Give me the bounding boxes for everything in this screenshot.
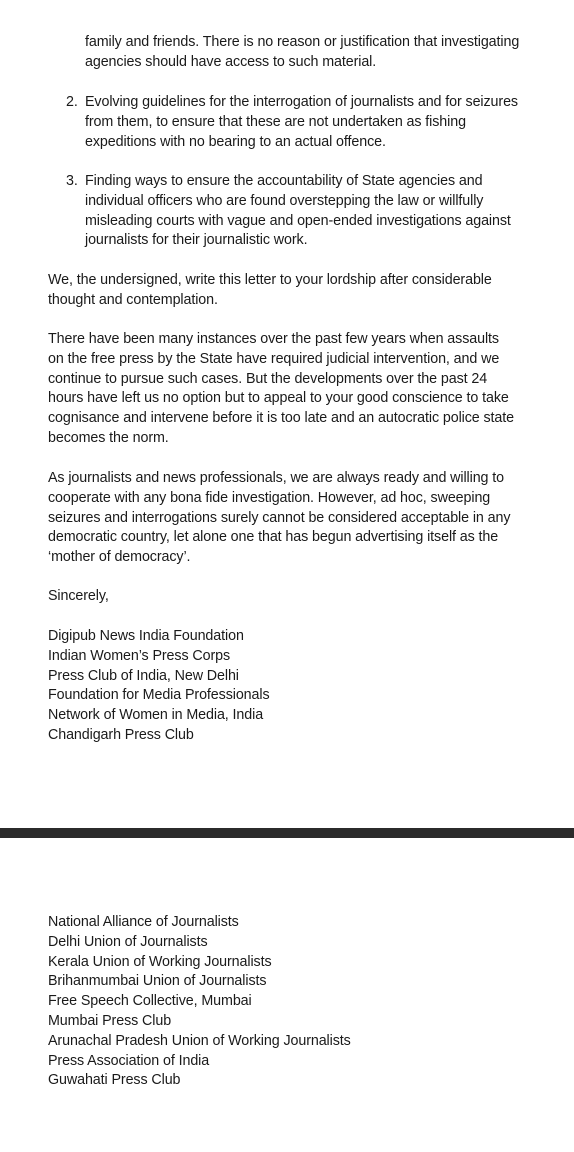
- signatory: Press Association of India: [48, 1052, 210, 1069]
- signatory: Brihanmumbai Union of Journalists: [48, 973, 267, 990]
- signatory: Foundation for Media Professionals: [48, 687, 270, 704]
- signatory: Delhi Union of Journalists: [48, 933, 208, 950]
- signatory: Arunachal Pradesh Union of Working Journalists: [48, 1032, 351, 1049]
- page-divider: [0, 828, 574, 838]
- body-paragraph: As journalists and news professionals, we are always ready and willing to cooperate with any bona fide investigation. However, ad hoc, sweeping seizures and interrogations surely cannot be considered acceptable in any democratic country, let alone one that has begun advertising itself as the ‘mother of democracy’.: [48, 470, 511, 566]
- signatory: National Alliance of Journalists: [48, 914, 239, 930]
- list-item-continuation: family and friends. There is no reason or justification that investigating agencies should have access to such material.: [85, 34, 520, 70]
- signatory: Free Speech Collective, Mumbai: [48, 993, 252, 1010]
- body-paragraph: We, the undersigned, write this letter to your lordship after considerable thought and contemplation.: [48, 272, 492, 308]
- body-paragraph: There have been many instances over the past few years when assaults on the free press by the State have required judicial intervention, and we continue to pursue such cases. But the developments over the past 24 hours have left us no option but to appeal to your good conscience to take cognisance and intervene before it is too late and an autocratic police state becomes the norm.: [48, 331, 514, 446]
- signatory: Press Club of India, New Delhi: [48, 667, 239, 684]
- closing: Sincerely,: [48, 588, 109, 604]
- list-item-text: Evolving guidelines for the interrogation of journalists and for seizures from them, to ensure that these are not undertaken as fishing expeditions with no bearing to an actual offence.: [85, 94, 518, 150]
- signatory: Indian Women’s Press Corps: [48, 647, 231, 664]
- signatory: Network of Women in Media, India: [48, 707, 264, 724]
- signatory: Kerala Union of Working Journalists: [48, 953, 272, 970]
- signatory-list: [48, 627, 270, 746]
- list-item-number: 2.: [66, 94, 78, 110]
- signatory: Mumbai Press Club: [48, 1012, 172, 1029]
- signatory: Guwahati Press Club: [48, 1072, 181, 1089]
- signatory-list: [48, 913, 351, 1091]
- signatory: Chandigarh Press Club: [48, 726, 194, 743]
- list-item-number: 3.: [66, 173, 78, 189]
- letter-page-2: [0, 838, 574, 1152]
- list-item-text: Finding ways to ensure the accountability of State agencies and individual officers who are found overstepping the law or willfully misleading courts with vague and open-ended investigations against journalists for their journalistic work.: [85, 173, 511, 249]
- signatory: Digipub News India Foundation: [48, 628, 244, 644]
